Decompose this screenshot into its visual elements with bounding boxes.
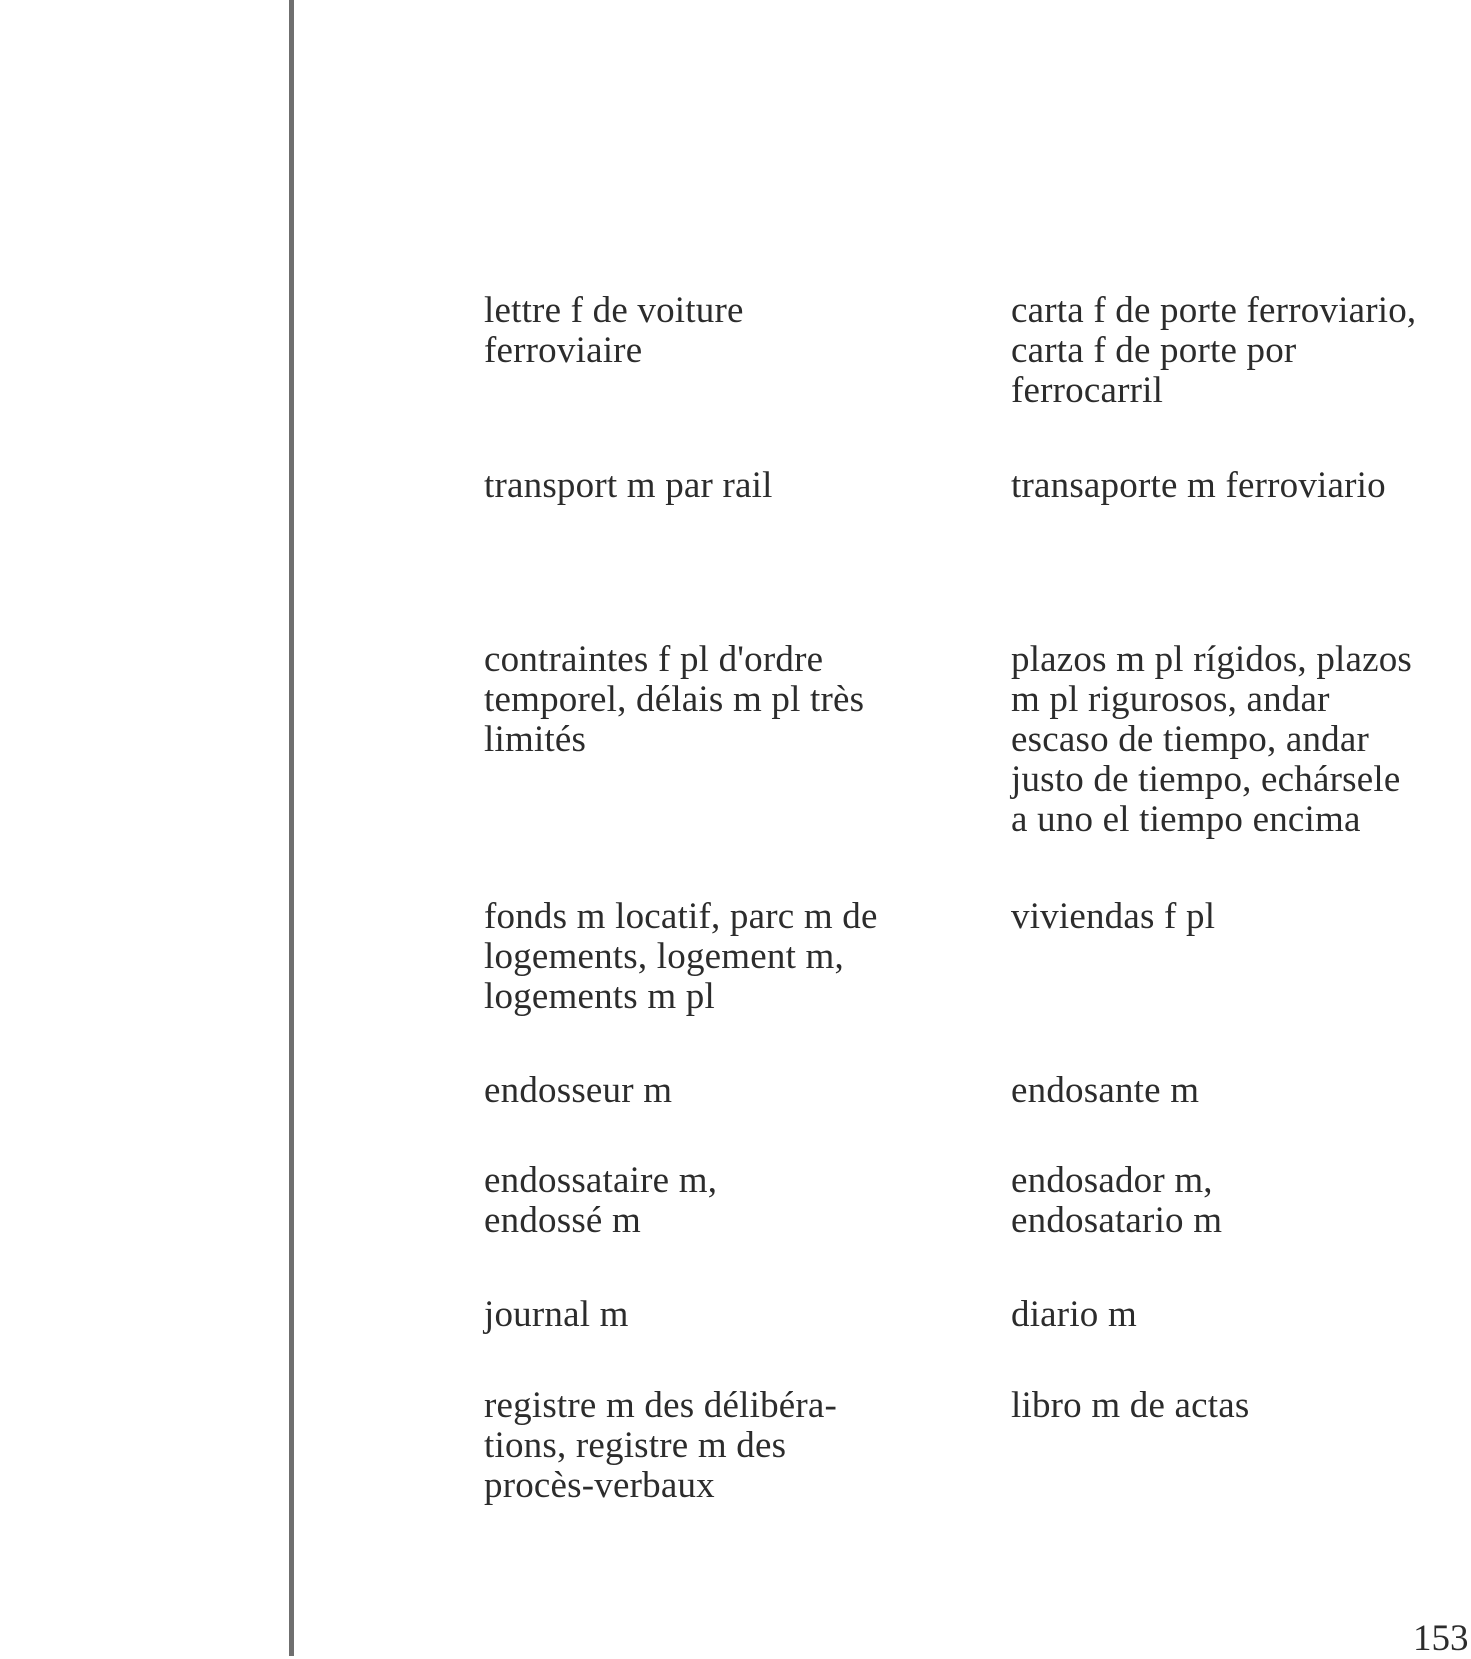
french-term: lettre f de voiture ferroviaire <box>484 290 744 371</box>
spanish-term: transaporte m ferroviario <box>1011 465 1386 506</box>
french-term: transport m par rail <box>484 465 773 506</box>
spanish-term: endosante m <box>1011 1070 1200 1111</box>
spanish-term: libro m de actas <box>1011 1385 1250 1426</box>
french-term: endossataire m, endossé m <box>484 1160 718 1241</box>
spanish-term: plazos m pl rígidos, plazos m pl rigurosos, andar escaso de tiempo, andar justo de tiempo, echársele a uno el tiempo encima <box>1011 639 1413 840</box>
page-binding-line <box>289 0 294 1656</box>
french-term: contraintes f pl d'ordre temporel, délais m pl très limités <box>484 639 865 760</box>
french-term: endosseur m <box>484 1070 673 1111</box>
page-number: 153 <box>1413 1618 1469 1659</box>
spanish-term: carta f de porte ferroviario, carta f de porte por ferrocarril <box>1011 290 1417 411</box>
spanish-term: endosador m, endosatario m <box>1011 1160 1223 1241</box>
spanish-term: viviendas f pl <box>1011 896 1216 937</box>
french-term: registre m des délibéra- tions, registre m des procès-verbaux <box>484 1385 838 1506</box>
french-term: fonds m locatif, parc m de logements, logement m, logements m pl <box>484 896 878 1017</box>
french-term: journal m <box>484 1294 629 1335</box>
spanish-term: diario m <box>1011 1294 1137 1335</box>
